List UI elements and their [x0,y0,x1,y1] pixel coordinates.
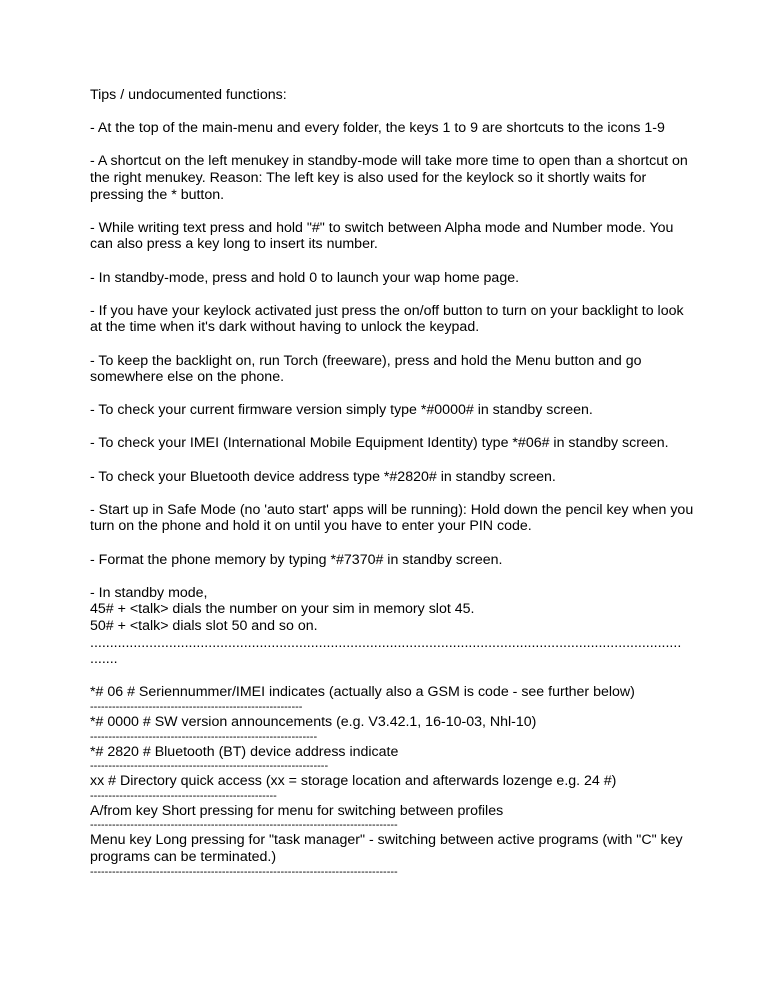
code-entry [90,773,690,803]
code-entry [90,803,690,833]
tip-line: - In standby-mode, press and hold 0 to launch your wap home page. [90,269,520,286]
dashed-separator: -------------------------------------------------------------- [90,730,318,743]
code-line: *# 06 # Seriennummer/IMEI indicates (actually also a GSM is code - see further below) [90,684,635,701]
heading: Tips / undocumented functions: [90,87,287,103]
standby-intro: - In standby mode, [90,584,208,601]
code-line: Menu key Long pressing for "task manager" - switching between active programs (with "C" key [90,832,683,849]
tip-line: - To check your current firmware version simply type *#0000# in standby screen. [90,402,593,419]
dashed-separator: ------------------------------------------------------------------------------------ [90,865,398,878]
tip-paragraph [90,469,690,486]
document-body [90,87,694,879]
tip-line: - Format the phone memory by typing *#7370# in standby screen. [90,551,503,568]
tip-paragraph [90,353,690,386]
tip-line: - To check your IMEI (International Mobile Equipment Identity) type *#06# in standby screen. [90,435,669,452]
tip-paragraph [90,435,690,452]
code-line: programs can be terminated.) [90,848,277,865]
tip-paragraph [90,402,690,419]
tip-line: - To check your Bluetooth device address type *#2820# in standby screen. [90,468,556,485]
code-line: A/from key Short pressing for menu for switching between profiles [90,802,504,819]
standby-tip [90,585,690,668]
code-entry [90,832,690,878]
tips-list [90,120,694,568]
tip-paragraph [90,552,690,569]
codes-list [90,684,690,878]
standby-line-2: 50# + <talk> dials slot 50 and so on. [90,618,318,634]
tip-line: at the time when it's dark without having to unlock the keypad. [90,319,480,336]
tip-line: pressing the * button. [90,186,225,203]
code-entry [90,714,690,744]
code-line: *# 2820 # Bluetooth (BT) device address indicate [90,743,399,760]
tip-line: somewhere else on the phone. [90,369,285,386]
tip-paragraph [90,501,694,535]
dashed-separator: --------------------------------------------------- [90,789,277,802]
dotted-separator: ...................................................................................................................................................... [90,634,682,651]
tip-line: the right menukey. Reason: The left key is also used for the keylock so it shortly waits for [90,169,647,186]
tip-line: - Start up in Safe Mode (no 'auto start' apps will be running): Hold down the pencil key when you [90,501,694,518]
code-line: xx # Directory quick access (xx = storage location and afterwards lozenge e.g. 24 #) [90,773,617,790]
code-entry [90,684,690,714]
dashed-separator: ---------------------------------------------------------- [90,700,303,713]
tip-line: turn on the phone and hold it on until you have to enter your PIN code. [90,518,532,535]
tip-line: - If you have your keylock activated just press the on/off button to turn on your backlight to look [90,302,684,319]
tip-paragraph [90,303,690,336]
tip-line: - To keep the backlight on, run Torch (freeware), press and hold the Menu button and go [90,352,642,369]
tip-paragraph [90,153,690,203]
dashed-separator: ------------------------------------------------------------------------------------ [90,819,398,832]
tip-paragraph [90,220,690,253]
tip-line: - At the top of the main-menu and every folder, the keys 1 to 9 are shortcuts to the icons 1-9 [90,120,665,137]
code-line: *# 0000 # SW version announcements (e.g. V3.42.1, 16-10-03, Nhl-10) [90,713,537,730]
tip-line: can also press a key long to insert its number. [90,236,378,253]
dotted-separator-tail: ....... [90,651,118,668]
code-entry [90,744,690,774]
tip-line: - A shortcut on the left menukey in standby-mode will take more time to open than a shortcut on [90,153,688,170]
tip-paragraph [90,270,690,287]
dashed-separator: ----------------------------------------------------------------- [90,760,329,773]
standby-line-1: 45# + <talk> dials the number on your sim in memory slot 45. [90,601,475,618]
tip-paragraph [90,120,690,137]
tip-line: - While writing text press and hold "#" to switch between Alpha mode and Number mode. You [90,219,674,236]
